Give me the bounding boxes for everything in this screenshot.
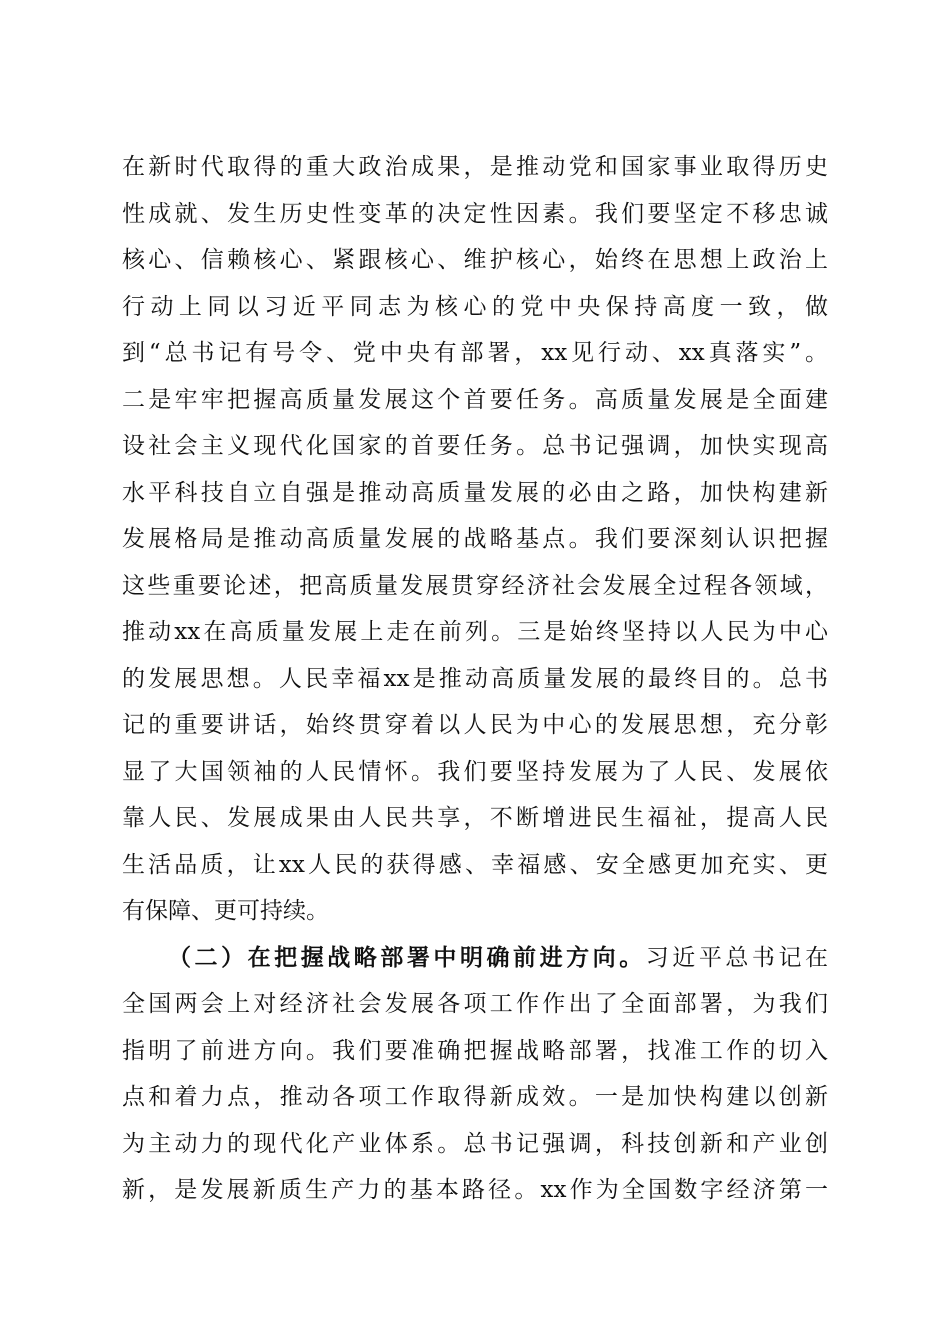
section-heading-line: [122, 935, 828, 982]
body-line: 生活品质，让xx人民的获得感、幸福感、安全感更加充实、更: [122, 851, 828, 878]
section-heading: （二）在把握战略部署中明确前进方向。: [168, 943, 646, 971]
body-line: 显了大国领袖的人民情怀。我们要坚持发展为了人民、发展依: [122, 758, 828, 785]
section-heading-continuation: 习近平总书记在: [645, 944, 829, 971]
body-line: 新，是发展新质生产力的基本路径。xx作为全国数字经济第一: [122, 1177, 828, 1203]
body-line: 到“总书记有号令、党中央有部署，xx见行动、xx真落实”。: [122, 340, 828, 366]
body-line: 全国两会上对经济社会发展各项工作作出了全面部署，为我们: [122, 991, 828, 1017]
document-body: [122, 144, 828, 1214]
body-line: 行动上同以习近平同志为核心的党中央保持高度一致，做: [122, 293, 828, 320]
body-line: 点和着力点，推动各项工作取得新成效。一是加快构建以创新: [122, 1084, 828, 1110]
body-line: 的发展思想。人民幸福xx是推动高质量发展的最终目的。总书: [122, 665, 828, 692]
body-line: 这些重要论述，把高质量发展贯穿经济社会发展全过程各领域，: [122, 572, 828, 599]
body-line: 发展格局是推动高质量发展的战略基点。我们要深刻认识把握: [122, 526, 828, 552]
body-line: 性成就、发生历史性变革的决定性因素。我们要坚定不移忠诚: [122, 200, 828, 227]
body-line: 靠人民、发展成果由人民共享，不断增进民生福祉，提高人民: [122, 805, 828, 831]
body-line: 设社会主义现代化国家的首要任务。总书记强调，加快实现高: [122, 433, 828, 459]
body-line: 为主动力的现代化产业体系。总书记强调，科技创新和产业创: [122, 1130, 828, 1157]
body-line: 水平科技自立自强是推动高质量发展的必由之路，加快构建新: [122, 479, 828, 506]
body-line: 核心、信赖核心、紧跟核心、维护核心，始终在思想上政治上: [122, 247, 828, 273]
body-line-paragraph-end: 有保障、更可持续。: [122, 898, 329, 924]
body-line: 记的重要讲话，始终贯穿着以人民为中心的发展思想，充分彰: [122, 712, 828, 738]
body-line: 推动xx在高质量发展上走在前列。三是始终坚持以人民为中心: [122, 619, 828, 645]
body-line: 在新时代取得的重大政治成果，是推动党和国家事业取得历史: [122, 154, 828, 180]
body-line: 指明了前进方向。我们要准确把握战略部署，找准工作的切入: [122, 1037, 828, 1064]
body-line: 二是牢牢把握高质量发展这个首要任务。高质量发展是全面建: [122, 386, 828, 413]
